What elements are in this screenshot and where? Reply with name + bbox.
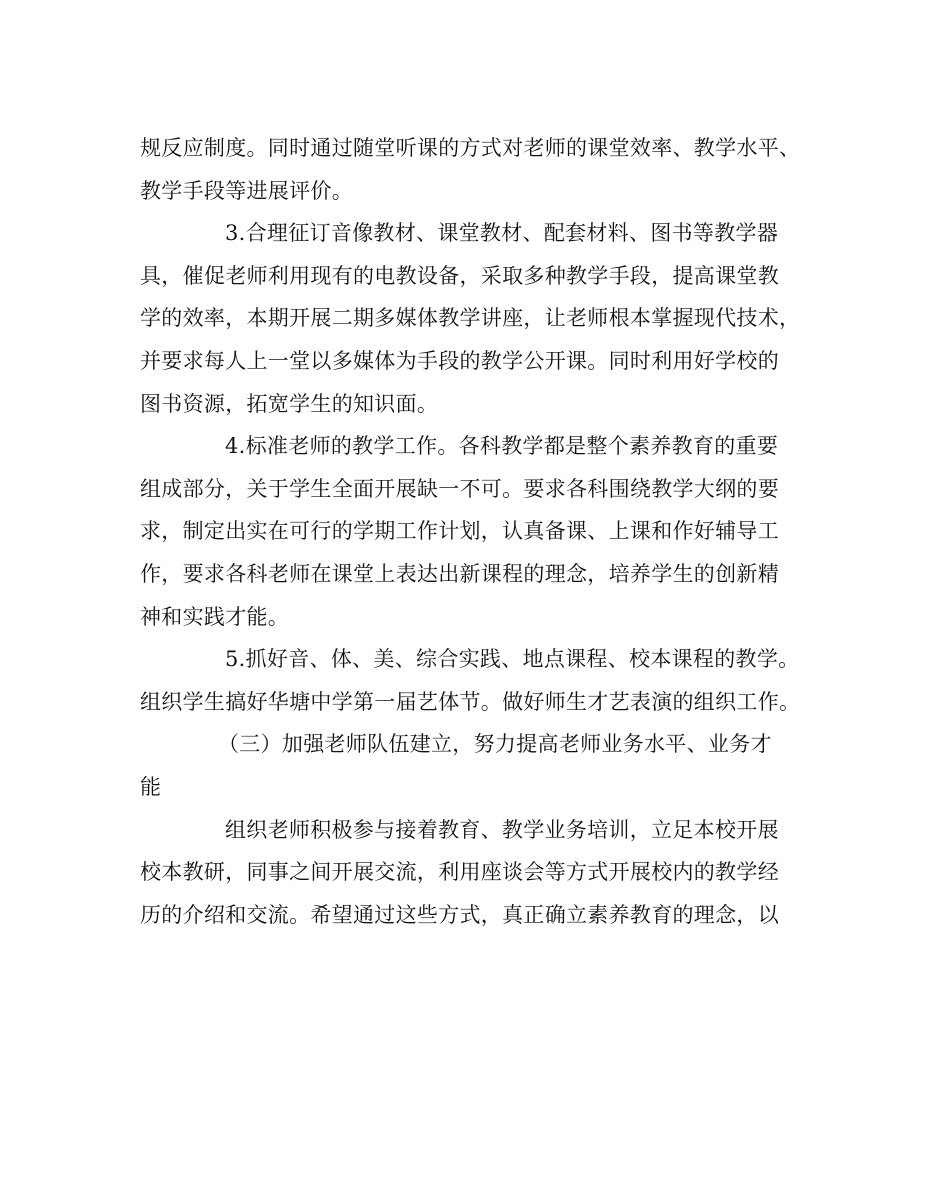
text-line: 求，制定出实在可行的学期工作计划，认真备课、上课和作好辅导工 (140, 519, 779, 544)
text-line: 学的效率，本期开展二期多媒体教学讲座，让老师根本掌握现代技术， (140, 306, 801, 331)
text-line: 图书资源，拓宽学生的知识面。 (140, 391, 439, 416)
document-body (140, 127, 810, 936)
paragraph-start-line: 4.标准老师的教学工作。各科教学都是整个素养教育的重要 (225, 434, 779, 459)
text-line: 具，催促老师利用现有的电教设备，采取多种教学手段，提高课堂教 (140, 263, 779, 288)
text-line: 规反应制度。同时通过随堂听课的方式对老师的课堂效率、教学水平、 (140, 136, 801, 160)
text-line: 历的介绍和交流。希望通过这些方式，真正确立素养教育的理念，以 (140, 902, 779, 927)
paragraph-start-line: 3.合理征订音像教材、课堂教材、配套材料、图书等教学器 (225, 221, 779, 246)
text-line: 神和实践才能。 (140, 604, 290, 629)
text-line: 校本教研，同事之间开展交流，利用座谈会等方式开展校内的教学经 (140, 860, 779, 885)
section-heading-line: 能 (140, 774, 162, 799)
text-line: 作，要求各科老师在课堂上表达出新课程的理念，培养学生的创新精 (140, 561, 779, 586)
section-heading-line: （三）加强老师队伍建立，努力提高老师业务水平、业务才 (218, 732, 772, 757)
paragraph-start-line: 组织老师积极参与接着教育、教学业务培训，立足本校开展 (225, 817, 779, 842)
text-line: 组织学生搞好华塘中学第一届艺体节。做好师生才艺表演的组织工作。 (140, 689, 801, 714)
text-line: 教学手段等进展评价。 (140, 178, 353, 203)
text-line: 组成部分，关于学生全面开展缺一不可。要求各科围绕教学大纲的要 (140, 476, 779, 501)
text-line: 并要求每人上一堂以多媒体为手段的教学公开课。同时利用好学校的 (140, 348, 779, 373)
paragraph-start-line: 5.抓好音、体、美、综合实践、地点课程、校本课程的教学。 (225, 647, 800, 672)
